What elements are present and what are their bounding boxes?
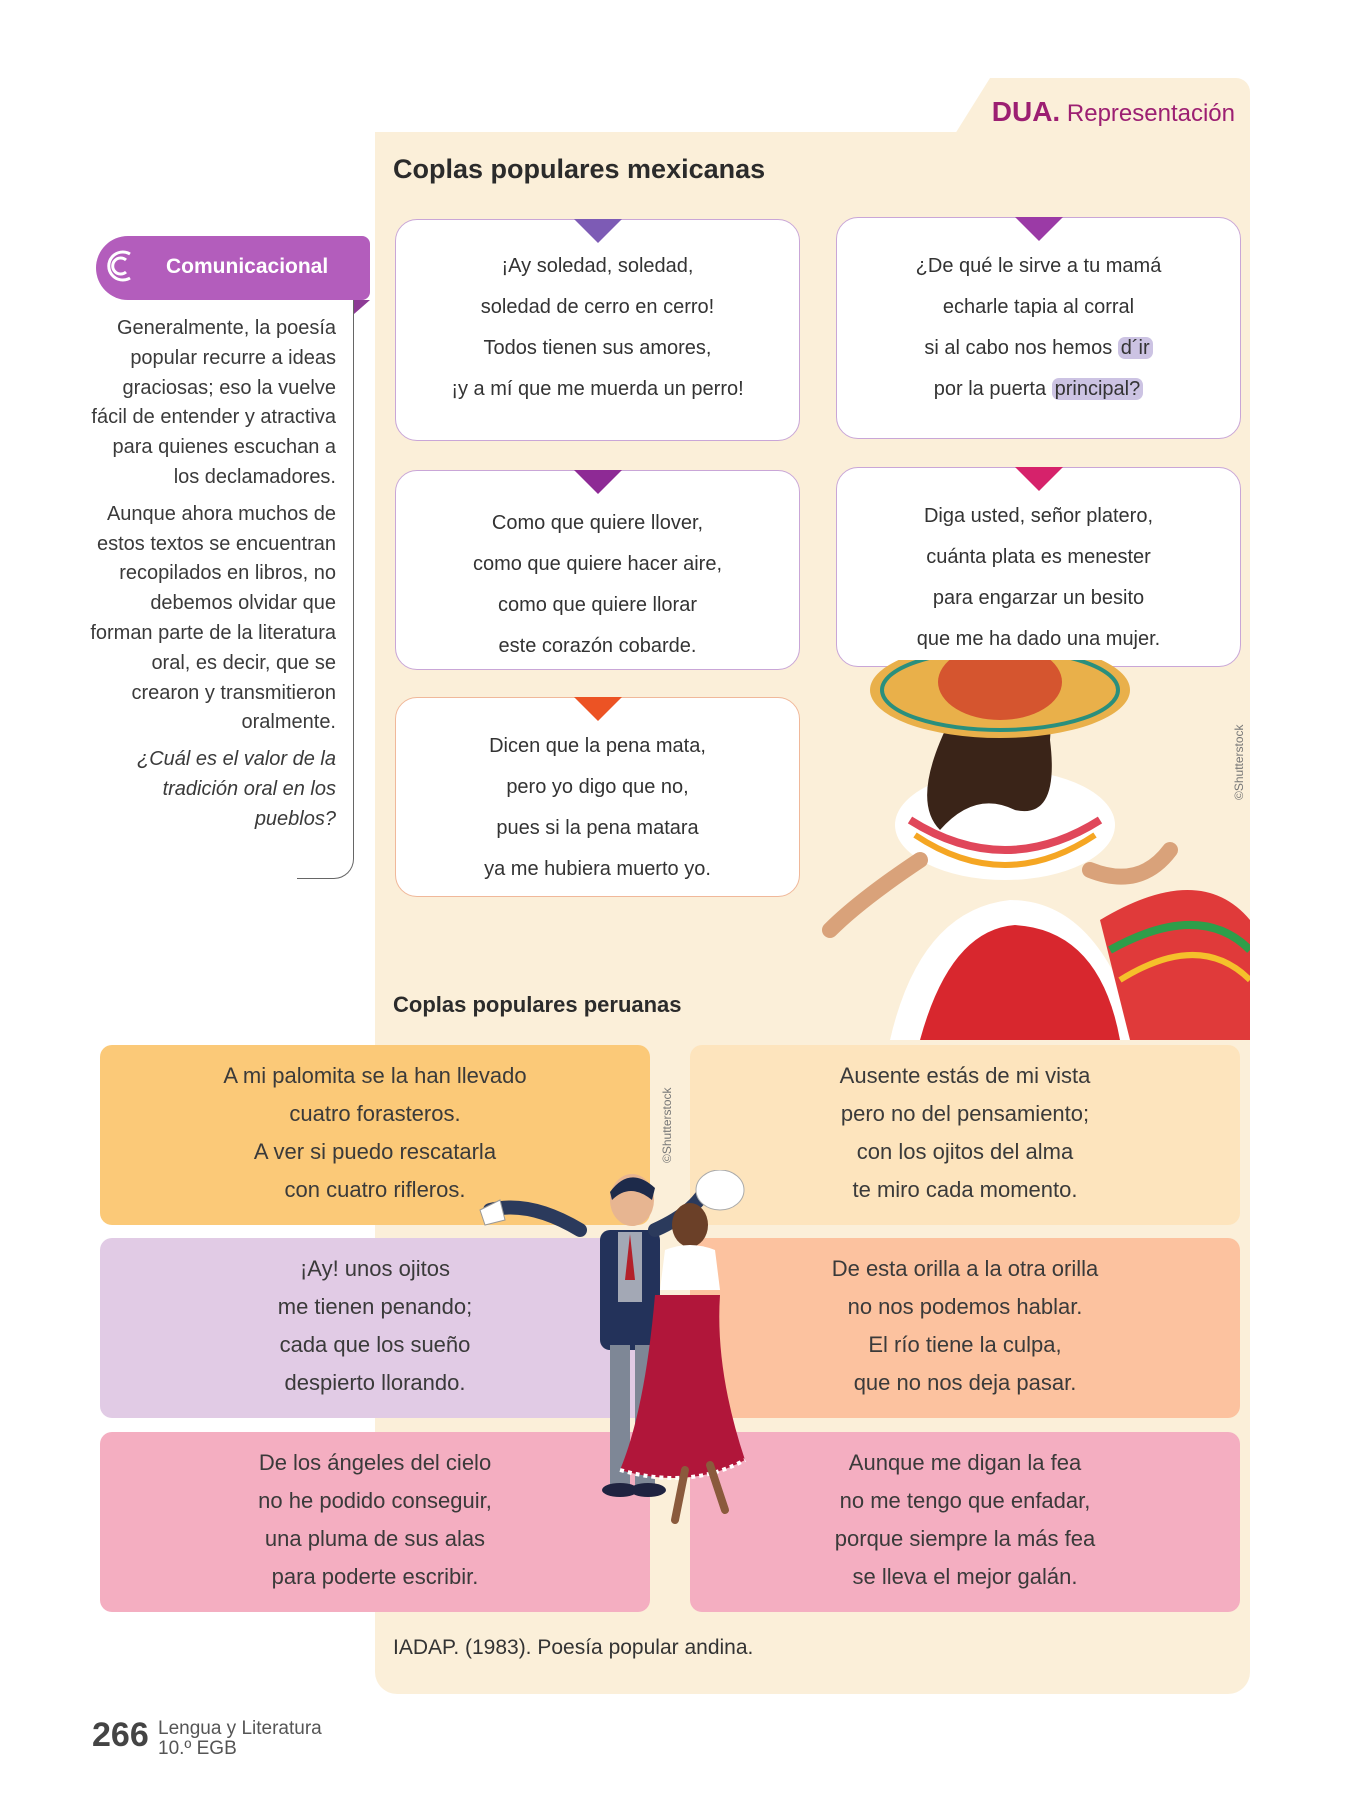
highlighted-word: d´ir: [1118, 337, 1153, 359]
peruvian-dancers-illustration: [470, 1170, 830, 1530]
image-credit: ©Shutterstock: [1232, 724, 1246, 800]
copla-box: Ausente estás de mi vista pero no del pensamiento; con los ojitos del alma te miro cada momento.: [690, 1045, 1240, 1225]
copla-box: Aunque me digan la fea no me tengo que enfadar, porque siempre la más fea se lleva el mejor galán.: [690, 1432, 1240, 1612]
copla-card: Dicen que la pena mata, pero yo digo que no, pues si la pena matara ya me hubiera muerto yo.: [395, 697, 800, 897]
copla-card: Como que quiere llover, como que quiere hacer aire, como que quiere llorar este corazón cobarde.: [395, 470, 800, 670]
card-pointer: [574, 697, 622, 721]
dua-label: DUA. Representación: [991, 96, 1235, 127]
copla-box: De esta orilla a la otra orilla no nos podemos hablar. El río tiene la culpa, que no nos deja pasar.: [690, 1238, 1240, 1418]
sidebar-paragraph: Aunque ahora muchos de estos textos se encuentran recopilados en libros, no debemos olvidar que forman parte de la literatura oral, es decir, que se crearon y transmitieron oralmente.: [90, 502, 336, 734]
sidebar-question: ¿Cuál es el valor de la tradición oral en los pueblos?: [137, 748, 336, 830]
card-pointer: [1015, 217, 1063, 241]
source-citation: IADAP. (1983). Poesía popular andina.: [393, 1636, 754, 1659]
copla-card: Diga usted, señor platero, cuánta plata es menester para engarzar un besito que me ha dado una mujer.: [836, 467, 1241, 667]
page-number: 266: [92, 1716, 149, 1754]
mexican-dancer-illustration: [800, 660, 1250, 1040]
sidebar-title: Comunicacional: [166, 255, 329, 278]
highlighted-word: principal?: [1052, 378, 1144, 400]
mexican-coplas-title: Coplas populares mexicanas: [393, 154, 766, 184]
copla-box: ¡Ay! unos ojitos me tienen penando; cada que los sueño despierto llorando.: [100, 1238, 650, 1418]
comunicacional-icon: [100, 246, 140, 286]
sidebar-text: [88, 314, 336, 842]
card-pointer: [574, 219, 622, 243]
copla-card: ¡Ay soledad, soledad, soledad de cerro en cerro! Todos tienen sus amores, ¡y a mí que me muerda un perro!: [395, 219, 800, 441]
image-credit: ©Shutterstock: [660, 1087, 674, 1163]
copla-box: A mi palomita se la han llevado cuatro forasteros. A ver si puedo rescatarla con cuatro rifleros.: [100, 1045, 650, 1225]
card-pointer: [1015, 467, 1063, 491]
copla-card: ¿De qué le sirve a tu mamá echarle tapia al corral si al cabo nos hemos d´ir por la puerta principal?: [836, 217, 1241, 439]
sidebar-paragraph: Generalmente, la poesía popular recurre a ideas graciosas; eso la vuelve fácil de entender y atractiva para quienes escuchan a los declamadores.: [91, 317, 336, 488]
sidebar-tab-fold: [354, 300, 370, 314]
copla-box: De los ángeles del cielo no he podido conseguir, una pluma de sus alas para poderte escribir.: [100, 1432, 650, 1612]
peruvian-coplas-title: Coplas populares peruanas: [393, 992, 682, 1017]
card-pointer: [574, 470, 622, 494]
subject-label: Lengua y Literatura 10.º EGB: [158, 1718, 322, 1759]
